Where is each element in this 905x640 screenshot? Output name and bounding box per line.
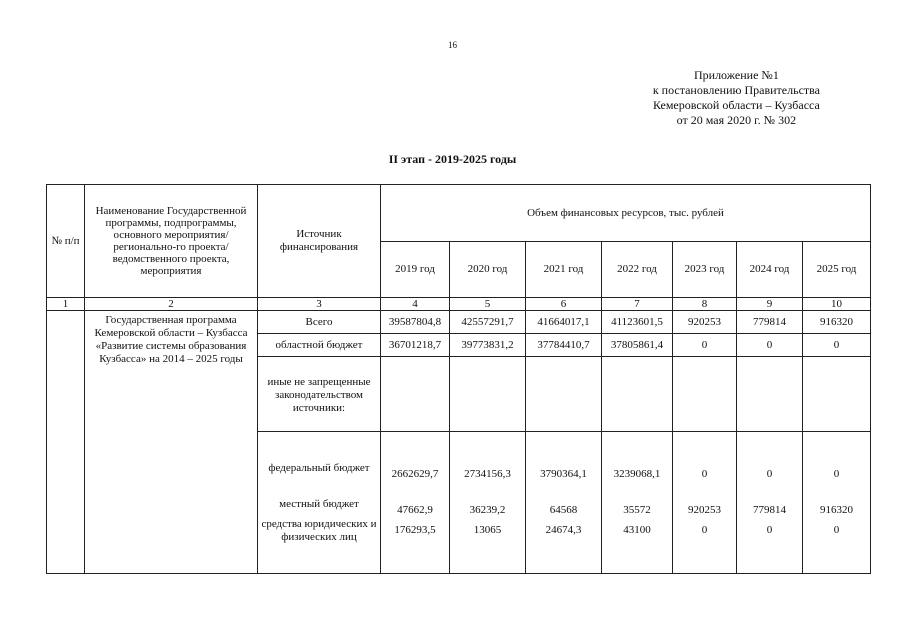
value-cell: 37784410,7 <box>526 334 602 357</box>
value-cell <box>381 357 450 432</box>
appendix-block <box>653 68 820 128</box>
column-number: 4 <box>381 298 450 311</box>
value-cell: 3790364,1 <box>540 468 587 480</box>
value-cell: 13065 <box>473 524 502 536</box>
column-number: 7 <box>602 298 673 311</box>
page-number: 16 <box>448 40 457 50</box>
value-cell: 779814 <box>753 504 786 516</box>
column-number: 1 <box>47 298 85 311</box>
header-name: Наименование Государственной программы, подпрограммы, основного мероприятия/регионально-го проекта/ведомственного проекта, мероприятия <box>85 185 258 298</box>
source-cell: Всего <box>258 311 381 334</box>
value-cell: 920253 <box>688 504 721 516</box>
column-number: 10 <box>803 298 871 311</box>
row-number-cell <box>47 311 85 574</box>
value-cell: 42557291,7 <box>450 311 526 334</box>
value-cell: 0 <box>803 334 871 357</box>
value-cell: 47662,9 <box>397 504 433 516</box>
column-number: 2 <box>85 298 258 311</box>
header-year: 2021 год <box>526 242 602 298</box>
value-cell: 37805861,4 <box>602 334 673 357</box>
header-volume: Объем финансовых ресурсов, тыс. рублей <box>381 185 871 242</box>
appendix-line-3: Кемеровской области – Кузбасса <box>652 98 820 112</box>
value-cell: 0 <box>833 524 840 536</box>
column-number-row <box>47 298 871 311</box>
value-cell: 916320 <box>820 504 853 516</box>
header-source: Источник финансирования <box>258 185 381 298</box>
value-block <box>450 432 526 574</box>
appendix-line-2: к постановлению Правительства <box>652 83 820 97</box>
value-cell: 36239,2 <box>469 504 506 516</box>
source-line: местный бюджет <box>279 497 359 510</box>
value-cell: 39773831,2 <box>450 334 526 357</box>
value-cell: 0 <box>673 334 737 357</box>
value-block <box>803 432 871 574</box>
financing-table <box>46 184 871 574</box>
value-cell: 916320 <box>803 311 871 334</box>
value-cell <box>673 357 737 432</box>
value-cell: 41123601,5 <box>602 311 673 334</box>
header-year: 2024 год <box>737 242 803 298</box>
header-year: 2022 год <box>602 242 673 298</box>
value-cell: 35572 <box>623 504 651 516</box>
value-cell: 176293,5 <box>394 524 436 536</box>
value-cell: 43100 <box>623 524 651 536</box>
header-year: 2020 год <box>450 242 526 298</box>
value-cell <box>526 357 602 432</box>
value-cell: 39587804,8 <box>381 311 450 334</box>
value-block <box>526 432 602 574</box>
value-cell: 41664017,1 <box>526 311 602 334</box>
appendix-line-1: Приложение №1 <box>693 68 779 82</box>
source-cell: областной бюджет <box>258 334 381 357</box>
value-block <box>602 432 673 574</box>
appendix-line-4: от 20 мая 2020 г. № 302 <box>676 113 797 127</box>
value-cell: 0 <box>833 468 840 480</box>
column-number: 6 <box>526 298 602 311</box>
value-cell: 24674,3 <box>545 524 582 536</box>
source-line: федеральный бюджет <box>268 461 370 474</box>
value-cell: 0 <box>766 524 773 536</box>
value-cell <box>602 357 673 432</box>
value-block <box>381 432 450 574</box>
value-cell: 779814 <box>737 311 803 334</box>
source-line: средства юридических и физических лиц <box>261 517 377 543</box>
column-number: 3 <box>258 298 381 311</box>
source-block <box>258 432 381 574</box>
header-year: 2025 год <box>803 242 871 298</box>
value-block <box>737 432 803 574</box>
value-cell: 0 <box>737 334 803 357</box>
value-cell: 0 <box>766 468 773 480</box>
source-cell: иные не запрещенные законодательством источники: <box>258 357 381 432</box>
stage-title: II этап - 2019-2025 годы <box>388 152 517 166</box>
value-cell: 36701218,7 <box>381 334 450 357</box>
value-cell: 2662629,7 <box>391 468 439 480</box>
value-cell: 3239068,1 <box>613 468 661 480</box>
value-block <box>673 432 737 574</box>
column-number: 8 <box>673 298 737 311</box>
value-cell <box>450 357 526 432</box>
header-num: № п/п <box>47 185 85 298</box>
program-name: Государственная программа Кемеровской области – Кузбасса «Развитие системы образования Кузбасса» на 2014 – 2025 годы <box>85 311 258 574</box>
value-cell <box>803 357 871 432</box>
column-number: 9 <box>737 298 803 311</box>
value-cell <box>737 357 803 432</box>
value-cell: 64568 <box>549 504 578 516</box>
value-cell: 920253 <box>673 311 737 334</box>
value-cell: 0 <box>701 468 708 480</box>
header-year: 2019 год <box>381 242 450 298</box>
value-cell: 2734156,3 <box>464 468 511 480</box>
header-year: 2023 год <box>673 242 737 298</box>
column-number: 5 <box>450 298 526 311</box>
table-row <box>47 311 871 334</box>
value-cell: 0 <box>701 524 708 536</box>
